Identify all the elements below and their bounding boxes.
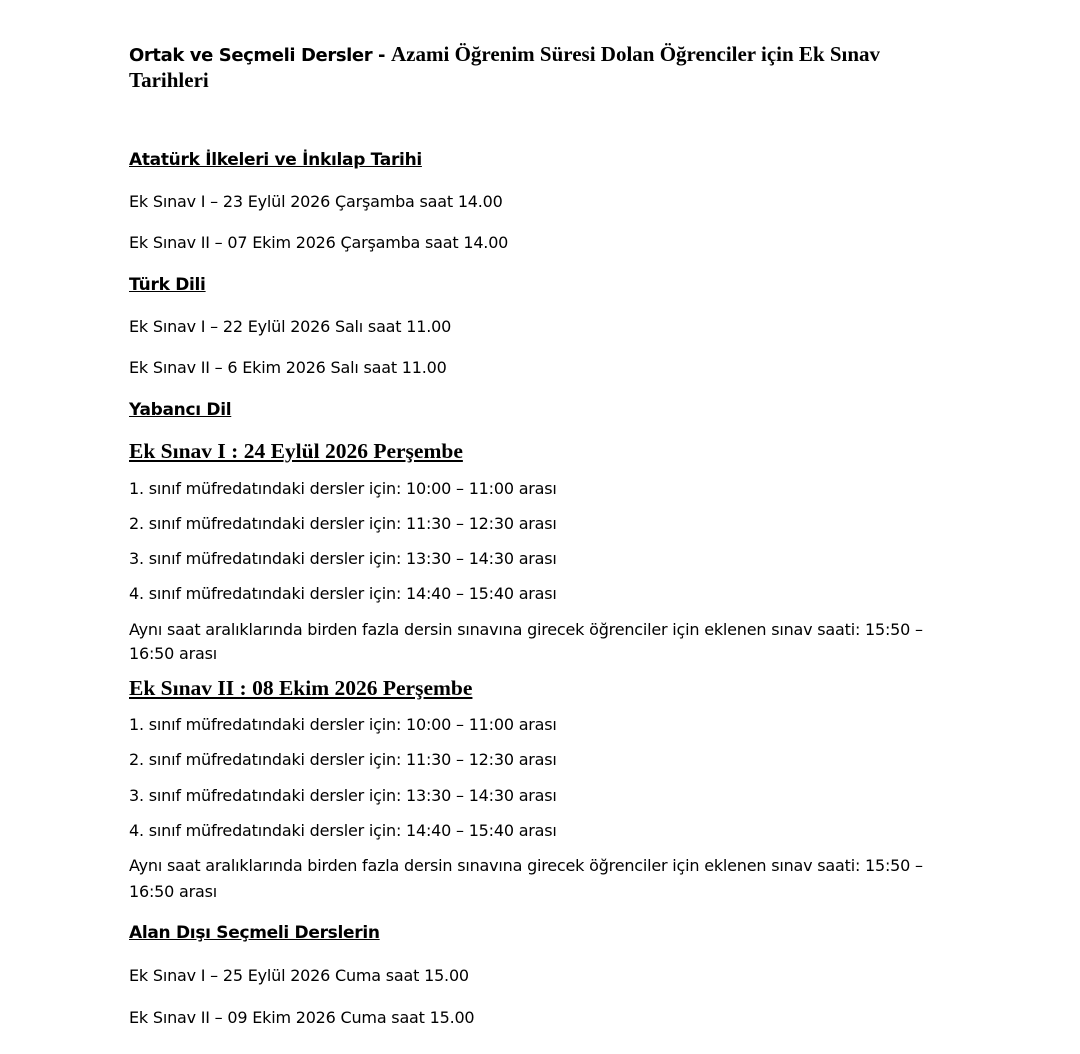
yabanci-dil-exam-2-note-cont: 16:50 arası: [129, 882, 217, 901]
yabanci-dil-exam-1-heading: Ek Sınav I : 24 Eylül 2026 Perşembe: [129, 439, 463, 463]
title-part-1: Ortak ve Seçmeli Dersler -: [129, 45, 391, 66]
yabanci-dil-exam-2-heading: Ek Sınav II : 08 Ekim 2026 Perşembe: [129, 676, 473, 700]
list-item: 4. sınıf müfredatındaki dersler için: 14:40 – 15:40 arası: [129, 584, 557, 603]
list-item: 1. sınıf müfredatındaki dersler için: 10:00 – 11:00 arası: [129, 715, 557, 734]
alan-disi-exam-2: Ek Sınav II – 09 Ekim 2026 Cuma saat 15.00: [129, 1008, 475, 1027]
list-item: 3. sınıf müfredatındaki dersler için: 13:30 – 14:30 arası: [129, 786, 557, 805]
list-item: 1. sınıf müfredatındaki dersler için: 10:00 – 11:00 arası: [129, 479, 557, 498]
title-part-2: Azami Öğrenim Süresi Dolan Öğrenciler için Ek Sınav: [391, 42, 881, 66]
section-heading-alan-disi: Alan Dışı Seçmeli Derslerin: [129, 923, 380, 943]
turk-dili-exam-2: Ek Sınav II – 6 Ekim 2026 Salı saat 11.00: [129, 358, 447, 377]
list-item: 2. sınıf müfredatındaki dersler için: 11:30 – 12:30 arası: [129, 750, 557, 769]
list-item: 4. sınıf müfredatındaki dersler için: 14:40 – 15:40 arası: [129, 821, 557, 840]
section-heading-turk-dili: Türk Dili: [129, 275, 206, 295]
yabanci-dil-exam-2-note: Aynı saat aralıklarında birden fazla dersin sınavına girecek öğrenciler için eklenen sınav saati: 15:50 –: [129, 856, 923, 875]
alan-disi-exam-1: Ek Sınav I – 25 Eylül 2026 Cuma saat 15.00: [129, 966, 469, 985]
title-line-2: Tarihleri: [129, 68, 209, 92]
list-item: 3. sınıf müfredatındaki dersler için: 13:30 – 14:30 arası: [129, 549, 557, 568]
ataturk-exam-2: Ek Sınav II – 07 Ekim 2026 Çarşamba saat 14.00: [129, 233, 509, 252]
list-item: 2. sınıf müfredatındaki dersler için: 11:30 – 12:30 arası: [129, 514, 557, 533]
turk-dili-exam-1: Ek Sınav I – 22 Eylül 2026 Salı saat 11.00: [129, 317, 452, 336]
ataturk-exam-1: Ek Sınav I – 23 Eylül 2026 Çarşamba saat 14.00: [129, 192, 503, 211]
section-heading-ataturk: Atatürk İlkeleri ve İnkılap Tarihi: [129, 150, 422, 170]
yabanci-dil-exam-1-note: Aynı saat aralıklarında birden fazla dersin sınavına girecek öğrenciler için eklenen sınav saati: 15:50 –: [129, 620, 923, 639]
section-heading-yabanci-dil: Yabancı Dil: [129, 400, 232, 420]
yabanci-dil-exam-1-note-cont: 16:50 arası: [129, 644, 217, 663]
document-title: [129, 42, 880, 67]
